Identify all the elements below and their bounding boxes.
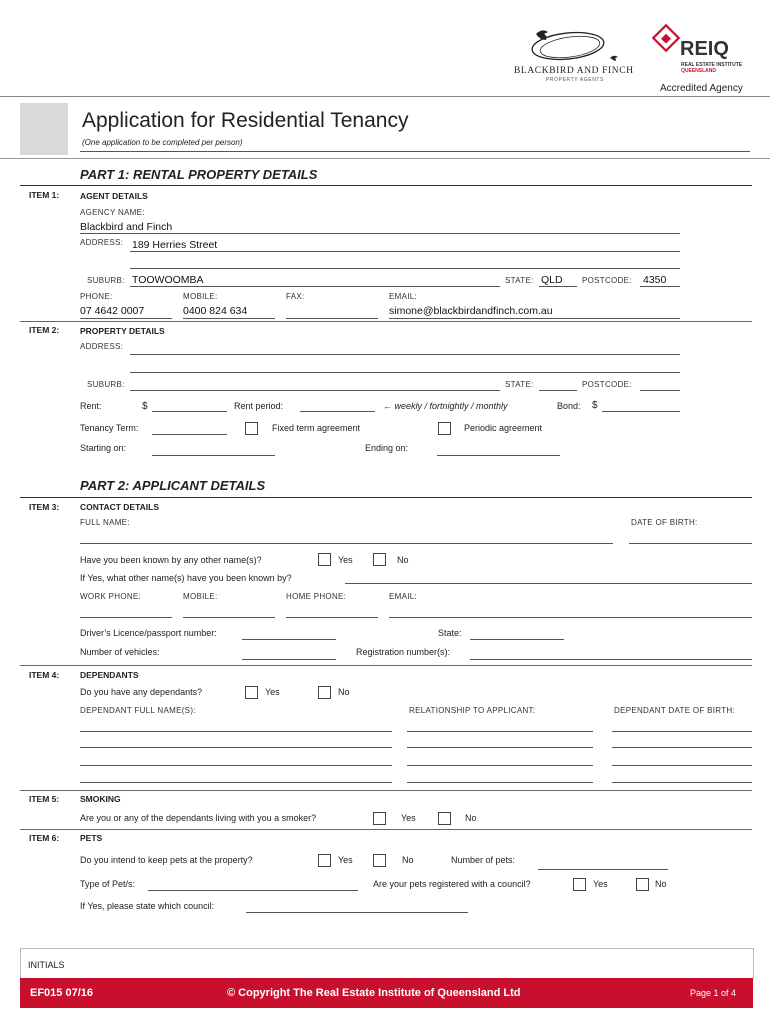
initials-box[interactable] — [20, 948, 754, 979]
other-names-yes-label: Yes — [338, 555, 353, 565]
dob-label: DATE OF BIRTH: — [631, 518, 698, 527]
agent-mobile-line — [183, 318, 275, 319]
smoking-no-checkbox[interactable] — [438, 812, 451, 825]
smoking-yes-checkbox[interactable] — [373, 812, 386, 825]
agency-logo-name: BLACKBIRD AND FINCH — [514, 66, 634, 76]
item6-tag: ITEM 6: — [29, 833, 60, 843]
agent-address-label: ADDRESS: — [80, 238, 124, 247]
tenancy-term-line[interactable] — [152, 434, 227, 435]
property-address-label: ADDRESS: — [80, 342, 124, 351]
dependant-dob-column: DEPENDANT DATE OF BIRTH: — [614, 706, 735, 715]
agency-name-label: AGENCY NAME: — [80, 208, 145, 217]
other-names-yes-checkbox[interactable] — [318, 553, 331, 566]
title-rule — [80, 151, 750, 152]
property-postcode-label: POSTCODE: — [582, 380, 632, 389]
agent-postcode-line — [640, 286, 680, 287]
agency-logo-sub: PROPERTY AGENTS — [546, 77, 604, 83]
reiq-diamond-icon — [650, 22, 684, 56]
applicant-email-label: EMAIL: — [389, 592, 418, 601]
agent-email-label: EMAIL: — [389, 292, 418, 301]
bond-dollar: $ — [592, 400, 598, 411]
tenancy-term-label: Tenancy Term: — [80, 423, 139, 433]
agent-phone-label: PHONE: — [80, 292, 113, 301]
reiq-sub1: REAL ESTATE INSTITUTE — [681, 62, 743, 68]
applicant-email-line[interactable] — [389, 617, 752, 618]
ending-on-line[interactable] — [437, 455, 560, 456]
agent-address-line — [130, 251, 680, 252]
agent-address-line2 — [130, 268, 680, 269]
agency-name-field[interactable]: Blackbird and Finch — [80, 221, 173, 233]
dependant-dob-line[interactable] — [612, 731, 752, 732]
part2-rule — [20, 497, 752, 498]
copyright: © Copyright The Real Estate Institute of Queensland Ltd — [227, 987, 521, 999]
part2-title: PART 2: APPLICANT DETAILS — [80, 478, 266, 493]
other-names-if-yes: If Yes, what other name(s) have you been known by? — [80, 573, 292, 583]
part1-title: PART 1: RENTAL PROPERTY DETAILS — [80, 167, 318, 182]
property-state-line[interactable] — [539, 390, 577, 391]
pets-yes-label: Yes — [338, 855, 353, 865]
agent-mobile-field[interactable]: 0400 824 634 — [183, 305, 248, 317]
reiq-wordmark: REIQ — [680, 38, 729, 60]
dependant-relationship-line[interactable] — [407, 765, 593, 766]
accredited-agency: Accredited Agency — [660, 83, 743, 94]
property-state-label: STATE: — [505, 380, 534, 389]
pets-no-label: No — [402, 855, 414, 865]
item5-tag: ITEM 5: — [29, 794, 60, 804]
dependants-heading: DEPENDANTS — [80, 670, 139, 680]
agency-name-line — [80, 233, 680, 234]
initials-label: INITIALS — [28, 960, 65, 970]
agent-address-field[interactable]: 189 Herries Street — [132, 239, 218, 251]
pets-yes-checkbox[interactable] — [318, 854, 331, 867]
grey-block — [20, 103, 68, 155]
dependant-dob-line[interactable] — [612, 765, 752, 766]
agent-mobile-label: MOBILE: — [183, 292, 218, 301]
full-name-line[interactable] — [80, 543, 613, 544]
other-names-question: Have you been known by any other name(s)? — [80, 555, 262, 565]
licence-label: Driver’s Licence/passport number: — [80, 628, 217, 638]
relationship-column: RELATIONSHIP TO APPLICANT: — [409, 706, 536, 715]
starting-on-line[interactable] — [152, 455, 275, 456]
agent-email-field[interactable]: simone@blackbirdandfinch.com.au — [389, 305, 553, 317]
pets-question: Do you intend to keep pets at the property? — [80, 855, 253, 865]
registration-line[interactable] — [470, 659, 752, 660]
council-line[interactable] — [246, 912, 468, 913]
periodic-checkbox[interactable] — [438, 422, 451, 435]
dependants-no-checkbox[interactable] — [318, 686, 331, 699]
dependants-question: Do you have any dependants? — [80, 687, 203, 697]
pets-registered-no-checkbox[interactable] — [636, 878, 649, 891]
property-postcode-line[interactable] — [640, 390, 680, 391]
home-phone-label: HOME PHONE: — [286, 592, 347, 601]
number-of-pets-label: Number of pets: — [451, 855, 516, 865]
bond-line[interactable] — [602, 411, 680, 412]
item5-rule — [20, 790, 752, 791]
page-subtitle: (One application to be completed per person) — [82, 138, 243, 147]
pets-heading: PETS — [80, 833, 103, 843]
dependants-no-label: No — [338, 687, 350, 697]
rent-period-line[interactable] — [300, 411, 375, 412]
item1-tag: ITEM 1: — [29, 190, 60, 200]
applicant-mobile-label: MOBILE: — [183, 592, 218, 601]
form-code: EF015 07/16 — [30, 987, 93, 999]
licence-line[interactable] — [242, 639, 336, 640]
property-address-line2[interactable] — [130, 372, 680, 373]
dependant-name-line[interactable] — [80, 765, 392, 766]
licence-state-label: State: — [438, 628, 462, 638]
item2-tag: ITEM 2: — [29, 325, 60, 335]
rent-period-options: ← weekly / fortnightly / monthly — [383, 401, 508, 411]
agency-logo — [512, 24, 634, 84]
agent-state-label: STATE: — [505, 276, 534, 285]
smoking-no-label: No — [465, 813, 477, 823]
rent-line[interactable] — [152, 411, 227, 412]
agent-postcode-field[interactable]: 4350 — [643, 274, 667, 286]
dependant-name-line[interactable] — [80, 747, 392, 748]
work-phone-line[interactable] — [80, 617, 172, 618]
number-of-pets-line[interactable] — [538, 869, 668, 870]
ending-on-label: Ending on: — [365, 443, 409, 453]
other-names-no-label: No — [397, 555, 409, 565]
dependant-relationship-line[interactable] — [407, 747, 593, 748]
dependant-dob-line[interactable] — [612, 747, 752, 748]
fixed-term-label: Fixed term agreement — [272, 423, 361, 433]
part1-rule — [20, 185, 752, 186]
fixed-term-checkbox[interactable] — [245, 422, 258, 435]
agent-state-line — [539, 286, 577, 287]
item4-tag: ITEM 4: — [29, 670, 60, 680]
dependants-yes-checkbox[interactable] — [245, 686, 258, 699]
periodic-label: Periodic agreement — [464, 423, 543, 433]
council-label: If Yes, please state which council: — [80, 901, 215, 911]
item6-rule — [20, 829, 752, 830]
dependants-yes-label: Yes — [265, 687, 280, 697]
agent-postcode-label: POSTCODE: — [582, 276, 632, 285]
agent-state-field[interactable]: QLD — [541, 274, 563, 286]
full-name-label: FULL NAME: — [80, 518, 130, 527]
pet-type-label: Type of Pet/s: — [80, 879, 136, 889]
reiq-sub2: QUEENSLAND — [681, 68, 717, 74]
smoking-heading: SMOKING — [80, 794, 121, 804]
item3-tag: ITEM 3: — [29, 502, 60, 512]
starting-on-label: Starting on: — [80, 443, 127, 453]
licence-state-line[interactable] — [470, 639, 564, 640]
dependant-relationship-line[interactable] — [407, 731, 593, 732]
property-suburb-line[interactable] — [130, 390, 500, 391]
dob-line[interactable] — [629, 543, 752, 544]
registration-label: Registration number(s): — [356, 647, 451, 657]
vehicles-line[interactable] — [242, 659, 336, 660]
agent-phone-field[interactable]: 07 4642 0007 — [80, 305, 145, 317]
agent-email-line — [389, 318, 680, 319]
title-bottom-rule — [0, 158, 770, 159]
dependant-relationship-line[interactable] — [407, 782, 593, 783]
page-number: Page 1 of 4 — [690, 988, 737, 998]
reiq-logo — [650, 22, 750, 84]
pets-registered-yes-checkbox[interactable] — [573, 878, 586, 891]
item2-rule — [20, 321, 752, 322]
pets-registered-yes-label: Yes — [593, 879, 608, 889]
applicant-mobile-line[interactable] — [183, 617, 275, 618]
pet-type-line[interactable] — [148, 890, 358, 891]
work-phone-label: WORK PHONE: — [80, 592, 142, 601]
dependant-dob-line[interactable] — [612, 782, 752, 783]
pets-registered-no-label: No — [655, 879, 667, 889]
agent-suburb-field[interactable]: TOOWOOMBA — [132, 274, 204, 286]
pets-no-checkbox[interactable] — [373, 854, 386, 867]
dependant-name-line[interactable] — [80, 731, 392, 732]
property-details-heading: PROPERTY DETAILS — [80, 326, 165, 336]
pets-registered-question: Are your pets registered with a council? — [373, 879, 531, 889]
other-names-line[interactable] — [345, 583, 752, 584]
dependant-name-column: DEPENDANT FULL NAME(S): — [80, 706, 196, 715]
agent-phone-line — [80, 318, 172, 319]
header-rule — [0, 96, 770, 97]
bird-logo-icon — [512, 24, 630, 68]
dependant-name-line[interactable] — [80, 782, 392, 783]
property-address-line[interactable] — [130, 354, 680, 355]
agent-fax-line — [286, 318, 378, 319]
smoking-question: Are you or any of the dependants living with you a smoker? — [80, 813, 317, 823]
agent-suburb-line — [130, 286, 500, 287]
agent-suburb-label: SUBURB: — [87, 276, 125, 285]
vehicles-label: Number of vehicles: — [80, 647, 160, 657]
other-names-no-checkbox[interactable] — [373, 553, 386, 566]
rent-label: Rent: — [80, 401, 102, 411]
smoking-yes-label: Yes — [401, 813, 416, 823]
bond-label: Bond: — [557, 401, 581, 411]
rent-dollar: $ — [142, 401, 148, 412]
contact-details-heading: CONTACT DETAILS — [80, 502, 160, 512]
agent-details-heading: AGENT DETAILS — [80, 191, 148, 201]
page-title: Application for Residential Tenancy — [82, 109, 409, 132]
property-suburb-label: SUBURB: — [87, 380, 125, 389]
item4-rule — [20, 665, 752, 666]
home-phone-line[interactable] — [286, 617, 378, 618]
rent-period-label: Rent period: — [234, 401, 284, 411]
agent-fax-label: FAX: — [286, 292, 305, 301]
